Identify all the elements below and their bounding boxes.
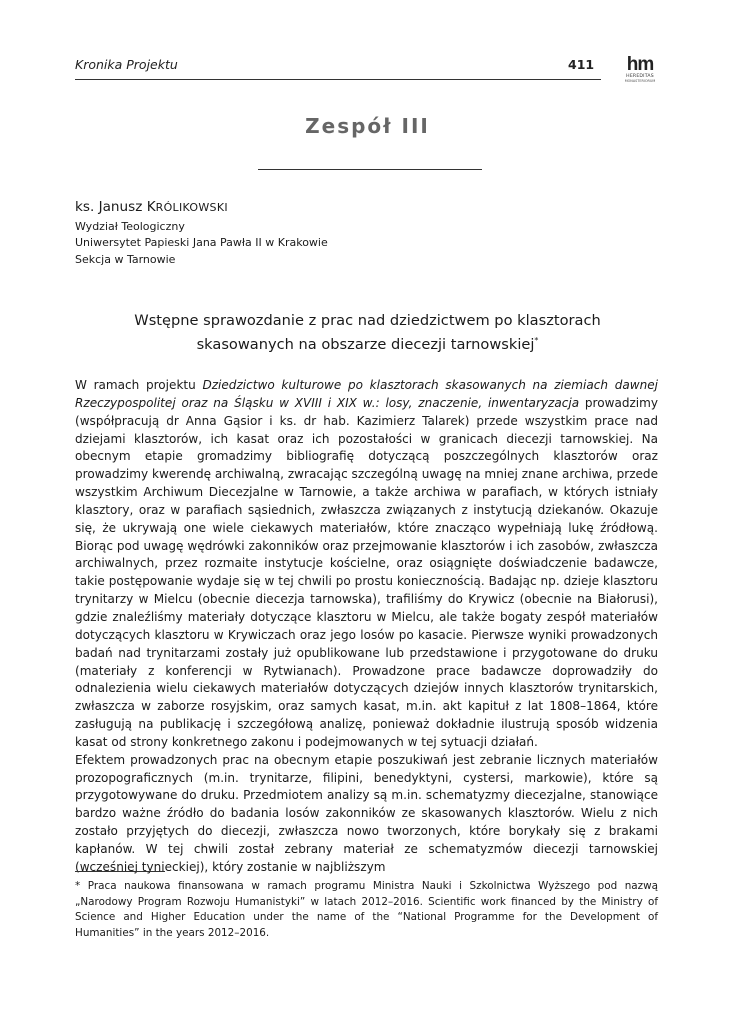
author-surname-initial: K <box>146 199 156 215</box>
affiliation-line: Uniwersytet Papieski Jana Pawła II w Krakowie <box>75 236 328 250</box>
logo-mark: hm <box>626 54 654 75</box>
author-affiliation <box>75 219 328 268</box>
footnote: * Praca naukowa finansowana w ramach programu Ministra Nauki i Szkolnictwa Wyższego pod nazwą „Narodowy Program Rozwoju Humanistyki” w latach 2012–2016. Scientific work financed by the Ministry of Science and Higher Education under the name of the “National Programme for the Development of Humanities” in the years 2012–2016. <box>75 880 658 939</box>
paragraph: W ramach projektu Dziedzictwo kulturowe po klasztorach skasowanych na ziemiach dawnej Rzeczypospolitej oraz na Śląsku w XVIII i XIX w.: losy, znaczenie, inwentaryzacja prowadzimy (współpracują dr Anna Gąsior i ks. dr hab. Kazimierz Talarek) przede wszystkim prace nad dziejami klasztorów, ich kasat oraz ich pozostałości w granicach diecezji tarnowskiej. Na obecnym etapie gromadzimy bibliografię dotyczącą poszczególnych klasztorów oraz prowadzimy kwerendę archiwalną, zwracając szczególną uwagę na mniej znane archiwa, przede wszystkim Archiwum Diecezjalne w Tarnowie, a także archiwa w parafiach, w których istniały klasztory, oraz w parafiach sąsiednich, zwłaszcza związanych z instytucją dziekanów. Okazuje się, że ukrywają one wiele ciekawych materiałów, które znacząco wypełniają lukę źródłową. Biorąc pod uwagę wędrówki zakonników oraz przejmowanie klasztorów i ich zasobów, zwłaszcza archiwalnych, przez rozmaite instytucje kościelne, oraz osiągnięte doświadczenie badawcze, takie postępowanie wydaje się w tej chwili po prostu koniecznością. Badając np. dzieje klasztoru trynitarzy w Mielcu (obecnie diecezja tarnowska), trafiliśmy do Krywicz (obecnie na Białorusi), gdzie znaleźliśmy materiały dotyczące klasztoru w Mielcu, ale także bogaty zespół materiałów dotyczących klasztoru w Krywiczach oraz jego losów po kasacie. Pierwsze wyniki prowadzonych badań nad trynitarzami zostały już opublikowane lub przedstawione i przygotowane do druku (materiały z konferencji w Rytwianach). Prowadzone prace badawcze doprowadziły do odnalezienia wielu ciekawych materiałów dotyczących dziejów innych klasztorów trynitarskich, zwłaszcza w zaborze rosyjskim, oraz samych kasat, m.in. akt kapituł z lat 1808–1864, które zasługują na publikację i szczegółową analizę, ponieważ dokładnie ilustrują sposób widzenia kasat od strony konkretnego zakonu i podejmowanych w tej sytuacji działań. <box>75 378 659 749</box>
logo-subtitle: MONASTERIORUM <box>624 79 656 83</box>
report-title-line: Wstępne sprawozdanie z prac nad dziedzictwem po klasztorach <box>134 312 601 329</box>
header-divider <box>75 79 601 80</box>
footnote-divider <box>75 871 165 872</box>
paragraph: Efektem prowadzonych prac na obecnym etapie poszukiwań jest zebranie licznych materiałów prozopograficznych (m.in. trynitarze, filipini, benedyktyni, cystersi, markowie), które są przygotowywane do druku. Przedmiotem analizy są m.in. schematyzmy diecezjalne, stanowiące bardzo ważne źródło do badania losów zakonników ze skasowanych klasztorów. Wielu z nich zostało przyjętych do diecezji, zwłaszcza nowo tworzonych, które borykały się z brakami kapłanów. W tej chwili został zebrany materiał ze schematyzmów diecezji tarnowskiej (wcześniej tynieckiej), który zostanie w najbliższym <box>75 752 658 874</box>
report-title <box>0 311 735 355</box>
author-name <box>75 199 228 215</box>
report-title-line: skasowanych na obszarze diecezji tarnowskiej* <box>196 335 539 353</box>
running-title: Kronika Projektu <box>75 57 178 72</box>
article-body <box>75 377 658 877</box>
author-prefix: ks. Janusz <box>75 199 147 215</box>
affiliation-line: Sekcja w Tarnowie <box>75 252 176 266</box>
logo-name: HEREDITAS <box>626 74 654 79</box>
project-title: Dziedzictwo kulturowe po klasztorach skasowanych na ziemiach dawnej Rzeczypospolitej oraz na Śląsku w XVIII i XIX w.: losy, znaczenie, inwentaryzacja <box>75 378 658 410</box>
hereditas-logo <box>617 56 663 90</box>
footnote-marker: * <box>534 336 539 345</box>
author-surname-rest: RÓLIKOWSKI <box>155 201 228 214</box>
affiliation-line: Wydział Teologiczny <box>75 220 185 233</box>
page-number: 411 <box>568 57 595 72</box>
title-divider <box>258 169 482 170</box>
section-title: Zespół III <box>305 114 430 138</box>
